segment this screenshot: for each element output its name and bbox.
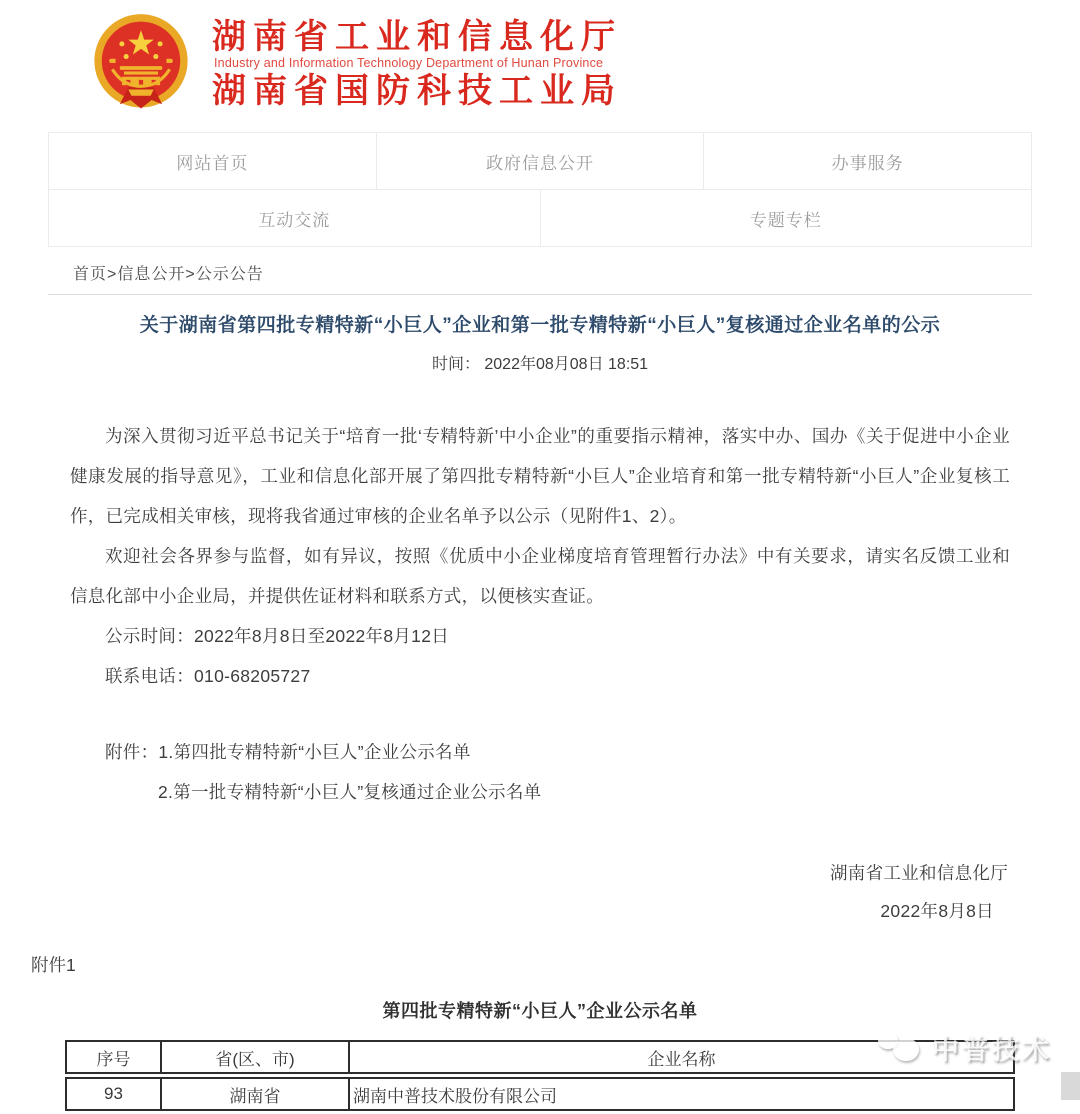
nav-item-special-columns[interactable]: 专题专栏 [541, 190, 1032, 246]
article-body [70, 416, 1010, 930]
publish-time: 时间： 2022年08月08日 18:51 [431, 356, 649, 373]
national-emblem-logo [88, 11, 194, 117]
header-company-name: 企业名称 [350, 1040, 1015, 1074]
signature-org: 湖南省工业和信息化厅 [830, 863, 1008, 883]
corner-decoration [1061, 1072, 1080, 1100]
paragraph-1: 为深入贯彻习近平总书记关于“培育一批‘专精特新’中小企业”的重要指示精神，落实中办、国办《关于促进中小企业健康发展的指导意见》，工业和信息化部开展了第四批专精特新“小巨人”企业培育和第一批专精特新“小巨人”企业复核工作，已完成相关审核，现将我省通过审核的企业名单予以公示（见附件1、2）。 [70, 426, 1010, 526]
notice-period: 公示时间：2022年8月8日至2022年8月12日 [105, 626, 450, 646]
org-name-line1: 湖南省工业和信息化厅 [212, 18, 622, 57]
contact-phone: 联系电话：010-68205727 [105, 666, 311, 686]
paragraph-2: 欢迎社会各界参与监督，如有异议，按照《优质中小企业梯度培育管理暂行办法》中有关要求，请实名反馈工业和信息化部中小企业局，并提供佐证材料和联系方式，以便核实查证。 [70, 546, 1010, 606]
attachment-link-2[interactable]: 2.第一批专精特新“小巨人”复核通过企业公示名单 [158, 782, 542, 802]
attachments-list [70, 732, 1010, 812]
attachment-link-1[interactable]: 附件：1.第四批专精特新“小巨人”企业公示名单 [105, 742, 471, 762]
table-row [65, 1077, 1015, 1111]
header-seq: 序号 [65, 1040, 162, 1074]
signature-block [70, 854, 1010, 930]
table-header-row [65, 1040, 1015, 1074]
nav-item-home[interactable]: 网站首页 [49, 133, 377, 189]
org-name-line2: 湖南省国防科技工业局 [212, 71, 622, 110]
page-title: 关于湖南省第四批专精特新“小巨人”企业和第一批专精特新“小巨人”复核通过企业名单的公示 [139, 315, 941, 336]
cell-province: 湖南省 [162, 1077, 350, 1111]
company-table [65, 1037, 1015, 1114]
cell-company-name: 湖南中普技术股份有限公司 [350, 1077, 1015, 1111]
org-title-block [212, 20, 622, 108]
site-header [0, 0, 1080, 128]
cell-seq: 93 [65, 1077, 162, 1111]
attachment1-label: 附件1 [31, 955, 76, 975]
signature-date: 2022年8月8日 [880, 901, 994, 921]
nav-row-1 [49, 133, 1031, 189]
watermark-text: 中普技术 [932, 1035, 1052, 1065]
nav-item-interaction[interactable]: 互动交流 [49, 190, 541, 246]
header-province: 省(区、市) [162, 1040, 350, 1074]
article [70, 310, 1010, 930]
main-nav [48, 132, 1032, 247]
org-name-english: Industry and Information Technology Department of Hunan Province [214, 56, 604, 71]
table-title: 第四批专精特新“小巨人”企业公示名单 [382, 1001, 698, 1021]
nav-item-gov-info[interactable]: 政府信息公开 [377, 133, 705, 189]
nav-item-services[interactable]: 办事服务 [704, 133, 1031, 189]
breadcrumb[interactable]: 首页>信息公开>公示公告 [48, 247, 1032, 295]
company-table-wrap [65, 1037, 1015, 1114]
nav-row-2 [49, 189, 1031, 246]
